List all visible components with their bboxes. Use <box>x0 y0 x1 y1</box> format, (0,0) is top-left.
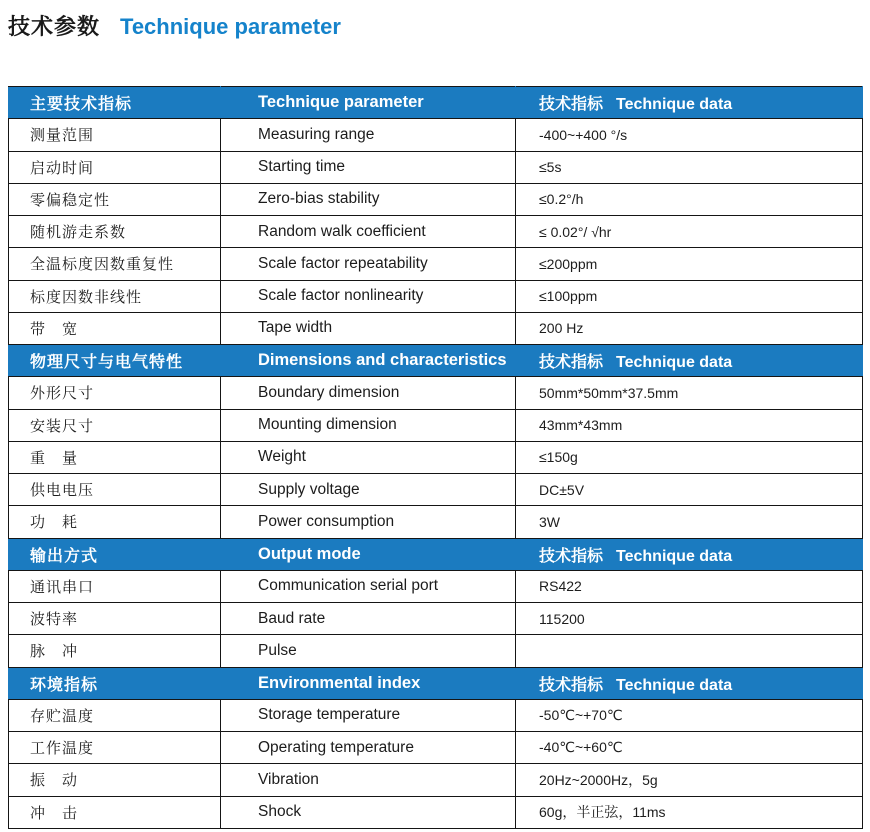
data-label-en: Technique data <box>616 676 733 694</box>
param-value: ≤ 0.02°/ √hr <box>516 216 863 248</box>
param-zh: 波特率 <box>9 603 221 635</box>
param-row <box>9 441 863 473</box>
section-header-row <box>9 345 863 377</box>
page-title-en: Technique parameter <box>120 14 341 39</box>
param-zh: 脉 冲 <box>9 635 221 667</box>
section-title-zh: 输出方式 <box>9 538 221 570</box>
param-row <box>9 280 863 312</box>
param-zh: 启动时间 <box>9 151 221 183</box>
data-label-en: Technique data <box>616 547 733 565</box>
param-row <box>9 764 863 796</box>
param-row <box>9 377 863 409</box>
data-label-en: Technique data <box>616 354 733 372</box>
param-row <box>9 732 863 764</box>
section-title-zh: 物理尺寸与电气特性 <box>9 345 221 377</box>
data-label-zh: 技术指标 <box>539 354 604 372</box>
param-zh: 测量范围 <box>9 119 221 151</box>
data-label-zh: 技术指标 <box>539 96 604 114</box>
param-value: -40℃~+60℃ <box>516 732 863 764</box>
param-en: Starting time <box>221 151 516 183</box>
param-row <box>9 506 863 538</box>
param-value: 3W <box>516 506 863 538</box>
technique-parameter-table <box>8 86 863 829</box>
param-zh: 带 宽 <box>9 312 221 344</box>
param-value: 115200 <box>516 603 863 635</box>
data-label-en: Technique data <box>616 96 733 114</box>
param-row <box>9 248 863 280</box>
param-en: Operating temperature <box>221 732 516 764</box>
section-data-label <box>516 538 863 570</box>
param-en: Shock <box>221 796 516 828</box>
param-row <box>9 312 863 344</box>
param-value: 20Hz~2000Hz，5g <box>516 764 863 796</box>
param-zh: 存贮温度 <box>9 699 221 731</box>
param-zh: 供电电压 <box>9 474 221 506</box>
param-value: ≤5s <box>516 151 863 183</box>
param-zh: 外形尺寸 <box>9 377 221 409</box>
section-data-label <box>516 87 863 119</box>
section-title-en: Output mode <box>221 538 516 570</box>
page-title-zh: 技术参数 <box>8 14 101 39</box>
param-en: Zero-bias stability <box>221 183 516 215</box>
param-zh: 冲 击 <box>9 796 221 828</box>
param-value: 200 Hz <box>516 312 863 344</box>
param-value: ≤200ppm <box>516 248 863 280</box>
param-value: ≤150g <box>516 441 863 473</box>
param-zh: 全温标度因数重复性 <box>9 248 221 280</box>
param-zh: 功 耗 <box>9 506 221 538</box>
param-row <box>9 635 863 667</box>
section-title-en: Environmental index <box>221 667 516 699</box>
param-row <box>9 474 863 506</box>
section-data-label <box>516 667 863 699</box>
param-value: ≤0.2°/h <box>516 183 863 215</box>
param-value: 43mm*43mm <box>516 409 863 441</box>
param-en: Communication serial port <box>221 570 516 602</box>
param-zh: 振 动 <box>9 764 221 796</box>
param-zh: 随机游走系数 <box>9 216 221 248</box>
section-title-en: Technique parameter <box>221 87 516 119</box>
param-value: ≤100ppm <box>516 280 863 312</box>
param-en: Baud rate <box>221 603 516 635</box>
param-row <box>9 409 863 441</box>
page-title <box>8 10 341 41</box>
param-value: 50mm*50mm*37.5mm <box>516 377 863 409</box>
param-value: RS422 <box>516 570 863 602</box>
section-title-en: Dimensions and characteristics <box>221 345 516 377</box>
param-zh: 重 量 <box>9 441 221 473</box>
param-zh: 工作温度 <box>9 732 221 764</box>
data-label-zh: 技术指标 <box>539 547 604 565</box>
param-row <box>9 119 863 151</box>
section-header-row <box>9 87 863 119</box>
param-en: Mounting dimension <box>221 409 516 441</box>
param-value: 60g，半正弦，11ms <box>516 796 863 828</box>
param-en: Tape width <box>221 312 516 344</box>
param-en: Supply voltage <box>221 474 516 506</box>
param-row <box>9 570 863 602</box>
param-en: Scale factor repeatability <box>221 248 516 280</box>
section-title-zh: 主要技术指标 <box>9 87 221 119</box>
param-row <box>9 216 863 248</box>
param-en: Pulse <box>221 635 516 667</box>
data-label-zh: 技术指标 <box>539 676 604 694</box>
param-en: Random walk coefficient <box>221 216 516 248</box>
param-value <box>516 635 863 667</box>
section-title-zh: 环境指标 <box>9 667 221 699</box>
param-value: -400~+400 °/s <box>516 119 863 151</box>
param-en: Boundary dimension <box>221 377 516 409</box>
param-row <box>9 151 863 183</box>
param-row <box>9 183 863 215</box>
param-en: Measuring range <box>221 119 516 151</box>
section-data-label <box>516 345 863 377</box>
param-value: DC±5V <box>516 474 863 506</box>
param-zh: 标度因数非线性 <box>9 280 221 312</box>
param-zh: 通讯串口 <box>9 570 221 602</box>
param-zh: 安装尺寸 <box>9 409 221 441</box>
param-en: Scale factor nonlinearity <box>221 280 516 312</box>
param-value: -50℃~+70℃ <box>516 699 863 731</box>
param-en: Weight <box>221 441 516 473</box>
param-en: Power consumption <box>221 506 516 538</box>
param-row <box>9 796 863 828</box>
param-zh: 零偏稳定性 <box>9 183 221 215</box>
section-header-row <box>9 538 863 570</box>
param-row <box>9 603 863 635</box>
param-en: Storage temperature <box>221 699 516 731</box>
section-header-row <box>9 667 863 699</box>
param-row <box>9 699 863 731</box>
param-en: Vibration <box>221 764 516 796</box>
